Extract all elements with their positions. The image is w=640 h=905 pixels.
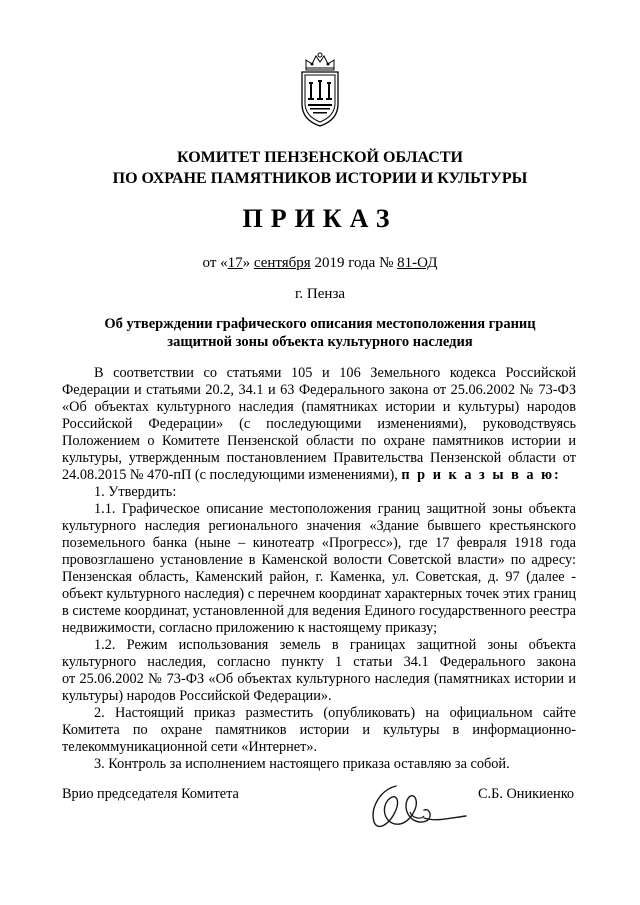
body-line: телекоммуникационной сети «Интернет». bbox=[62, 739, 318, 755]
city: г. Пенза bbox=[294, 286, 346, 302]
document-date-number bbox=[0, 255, 640, 272]
body-line: объект культурного наследия) с перечнем координат характерных точек этих границ bbox=[62, 586, 576, 602]
body-line: культуры, утвержденным постановлением Правительства Пензенской области от bbox=[62, 450, 576, 466]
body-line: Положением о Комитете Пензенской области по охране памятников истории и bbox=[62, 433, 576, 449]
order-word: п р и к а з ы в а ю: bbox=[401, 467, 561, 483]
body-line: 1. Утвердить: bbox=[94, 484, 177, 500]
body-line: Комитета по охране памятников истории и культуры в информационно- bbox=[62, 722, 576, 738]
signatory-position: Врио председателя Комитета bbox=[62, 786, 239, 802]
body-line: Пензенская область, Каменский район, г. Каменка, ул. Советская, д. 97 (далее - bbox=[62, 569, 576, 585]
body-line: В соответствии со статьями 105 и 106 Земельного кодекса Российской bbox=[94, 365, 576, 381]
body-line: в системе координат, установленной для ведения Единого государственного реестра bbox=[62, 603, 576, 619]
body-line: недвижимости, согласно приложению к настоящему приказу; bbox=[62, 620, 438, 636]
body-line bbox=[62, 467, 576, 484]
coat-of-arms-emblem bbox=[296, 52, 344, 128]
body-line: 1.1. Графическое описание местоположения границ защитной зоны объекта bbox=[94, 501, 576, 517]
date-month: сентября bbox=[253, 255, 311, 271]
document-type-title: ПРИКАЗ bbox=[242, 204, 398, 233]
body-line: культуры) народов Российской Федерации». bbox=[62, 688, 332, 704]
subject-line1: Об утверждении графического описания местоположения границ bbox=[104, 316, 536, 332]
body-line-text: 24.08.2015 № 470-пП (с последующими изменениями), bbox=[62, 467, 402, 483]
body-line: 3. Контроль за исполнением настоящего приказа оставляю за собой. bbox=[94, 756, 510, 772]
body-line: 2. Настоящий приказ разместить (опубликовать) на официальном сайте bbox=[94, 705, 576, 721]
committee-name-line1: КОМИТЕТ ПЕНЗЕНСКОЙ ОБЛАСТИ bbox=[177, 149, 463, 166]
committee-name-line2: ПО ОХРАНЕ ПАМЯТНИКОВ ИСТОРИИ И КУЛЬТУРЫ bbox=[112, 170, 528, 187]
body-line: поземельного банка (ныне – кинотеатр «Прогресс»), где 17 февраля 1918 года bbox=[62, 535, 576, 551]
body-line: от 25.06.2002 № 73-ФЗ «Об объектах культурного наследия (памятниках истории и bbox=[62, 671, 576, 687]
document-number: 81-ОД bbox=[397, 255, 438, 271]
body-line: Российской Федерации» (с последующими изменениями), руководствуясь bbox=[62, 416, 576, 432]
subject-line2: защитной зоны объекта культурного наследия bbox=[167, 334, 473, 350]
date-day: 17 bbox=[227, 255, 243, 271]
body-line: культурного наследия, согласно пункту 1 статьи 34.1 Федерального закона bbox=[62, 654, 576, 670]
body-line: 1.2. Режим использования земель в границах защитной зоны объекта bbox=[94, 637, 576, 653]
body-line: провозглашено установление в Каменской волости Советской власти» по адресу: bbox=[62, 552, 576, 568]
body-line: «Об объектах культурного наследия (памятниках истории и культуры) народов bbox=[62, 399, 576, 415]
body-line: культурного наследия регионального значения «Здание бывшего крестьянского bbox=[62, 518, 576, 534]
body-line: Федерации и статьями 20.2, 34.1 и 63 Федерального закона от 25.06.2002 № 73-ФЗ bbox=[62, 382, 576, 398]
handwritten-signature bbox=[366, 778, 476, 834]
date-year: 2019 года № bbox=[310, 255, 398, 271]
date-mid: » bbox=[242, 255, 254, 271]
signatory-name: С.Б. Оникиенко bbox=[478, 786, 575, 802]
date-prefix: от « bbox=[202, 255, 228, 271]
